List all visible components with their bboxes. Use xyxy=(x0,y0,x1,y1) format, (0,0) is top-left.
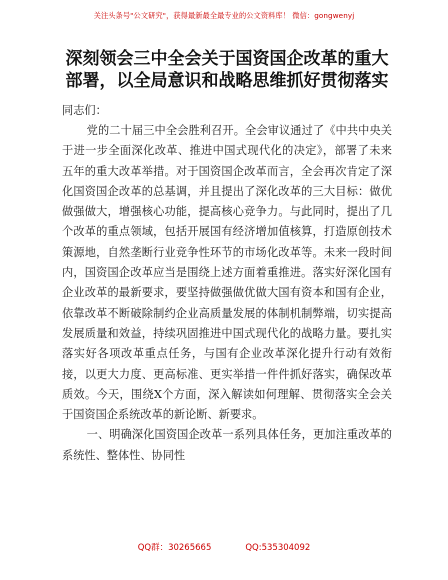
salutation: 同志们： xyxy=(62,104,107,117)
document-title: 深刻领会三中全会关于国资国企改革的重大部署，以全局意识和战略思维抓好贯彻落实 xyxy=(65,49,389,91)
body-paragraph: 党的二十届三中全会胜利召开。全会审议通过了《中共中央关于进一步全面深化改革、推进中国式现代化的决定》，部署了未来五年的重大改革举措。对于国资国企改革而言，全会再次肯定了深化国资国企改革的总基调，并且提出了深化改革的三大目标：做优做强做大，增强核心功能，提高核心竞争力。与此同时，提出了几个改革的重点领域，包括开展国有经济增加值核算，打造原创技术策源地，自然垄断行业竞争性环节的市场化改革等。未来一段时间内，国资国企改革应当是围绕上述方面着重推进。落实好深化国有企业改革的最新要求，要坚持做强做优做大国有资本和国有企业，依靠改革不断破除制约企业高质量发展的体制机制弊端，切实提高发展质量和效益，持续巩固推进中国式现代化的战略力量。要扎实落实好各项改革重点任务，与国有企业改革深化提升行动有效衔接，以更大力度、更高标准、更实举措一件件抓好落实，确保改革质效。今天，围绕X个方面，深入解读如何理解、贯彻落实全会关于国资国企系统改革的新论断、新要求。 xyxy=(62,124,392,422)
section-heading: 一、明确深化国资国企改革一系列具体任务，更加注重改革的系统性、整体性、协同性 xyxy=(62,428,392,462)
document-body xyxy=(62,121,392,466)
footer-qq: QQ:535304092 xyxy=(245,543,311,553)
footer-contact xyxy=(0,541,448,553)
footer-qq-group: QQ群：30265665 xyxy=(137,543,212,553)
promo-banner: 关注头条号"公文研究"，获得最新最全最专业的公文资料库！ 微信：gongwenyj xyxy=(93,11,355,20)
